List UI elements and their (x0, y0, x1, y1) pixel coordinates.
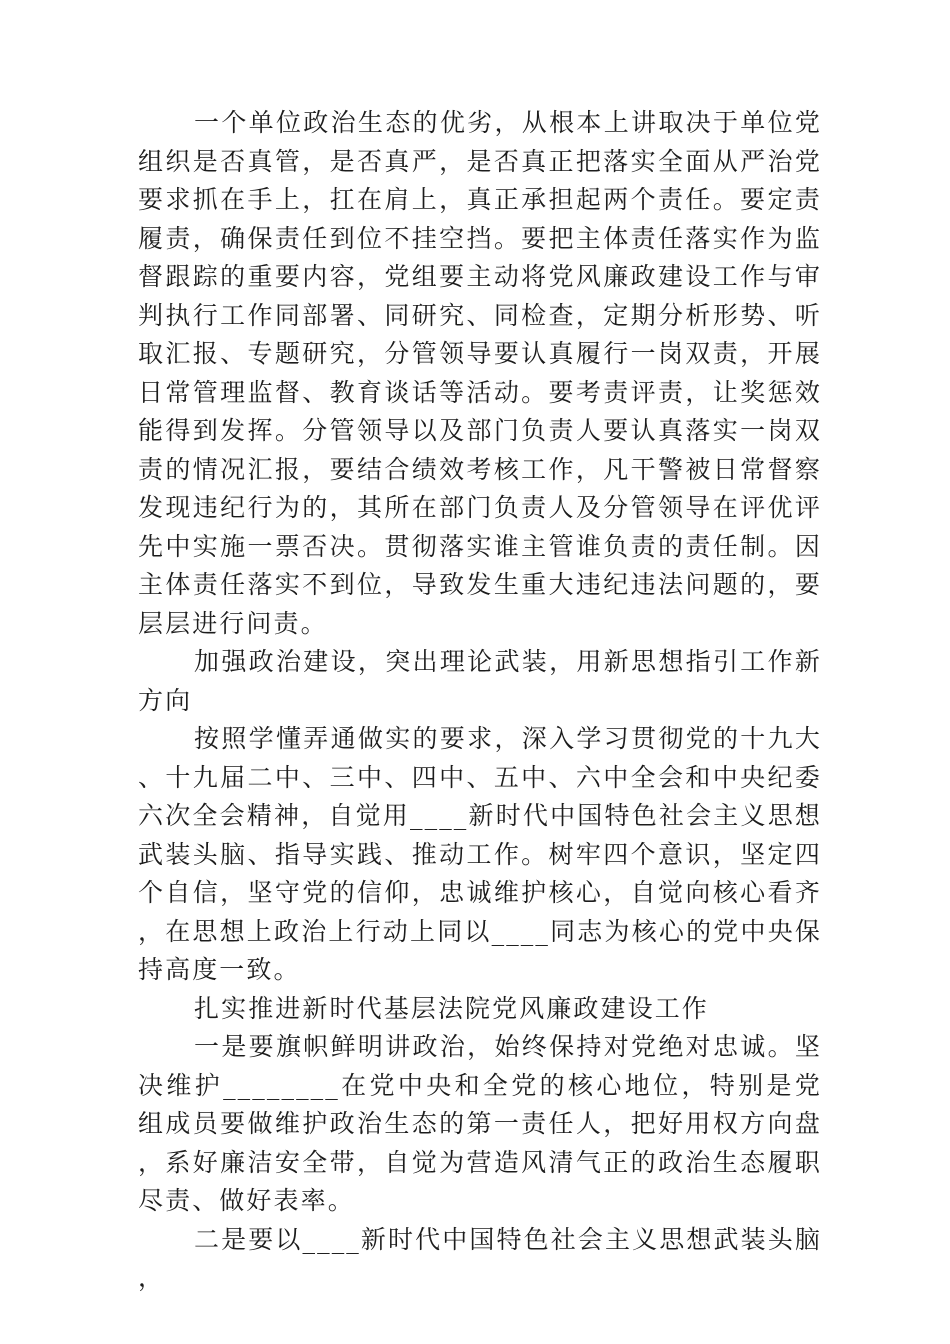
paragraph-responsibility: 一个单位政治生态的优劣，从根本上讲取决于单位党组织是否真管，是否真严，是否真正把落实全面从严治党要求抓在手上，扛在肩上，真正承担起两个责任。要定责履责，确保责任到位不挂空挡。要把主体责任落实作为监督跟踪的重要内容，党组要主动将党风廉政建设工作与审判执行工作同部署、同研究、同检查，定期分析形势、听取汇报、专题研究，分管领导要认真履行一岗双责，开展日常管理监督、教育谈话等活动。要考责评责，让奖惩效能得到发挥。分管领导以及部门负责人要认真落实一岗双责的情况汇报，要结合绩效考核工作，凡干警被日常督察发现违纪行为的，其所在部门负责人及分管领导在评优评先中实施一票否决。贯彻落实谁主管谁负责的责任制。因主体责任落实不到位，导致发生重大违纪违法问题的，要层层进行问责。 (138, 108, 822, 638)
document-body (138, 104, 822, 1298)
paragraph-study-requirements: 按照学懂弄通做实的要求，深入学习贯彻党的十九大、十九届二中、三中、四中、五中、六中全会和中央纪委六次全会精神，自觉用____新时代中国特色社会主义思想武装头脑、指导实践、推动工作。树牢四个意识，坚定四个自信，坚守党的信仰，忠诚维护核心，自觉向核心看齐，在思想上政治上行动上同以____同志为核心的党中央保持高度一致。 (138, 724, 822, 984)
paragraph-heading-grassroots-court: 扎实推进新时代基层法院党风廉政建设工作 (194, 993, 709, 1023)
paragraph-point-one: 一是要旗帜鲜明讲政治，始终保持对党绝对忠诚。坚决维护________在党中央和全党的核心地位，特别是党组成员要做维护政治生态的第一责任人，把好用权方向盘，系好廉洁安全带，自觉为营造风清气正的政治生态履职尽责、做好表率。 (138, 1032, 822, 1215)
paragraph-point-two: 二是要以____新时代中国特色社会主义思想武装头脑， (138, 1224, 822, 1292)
paragraph-heading-political-building: 加强政治建设，突出理论武装，用新思想指引工作新方向 (138, 647, 822, 715)
